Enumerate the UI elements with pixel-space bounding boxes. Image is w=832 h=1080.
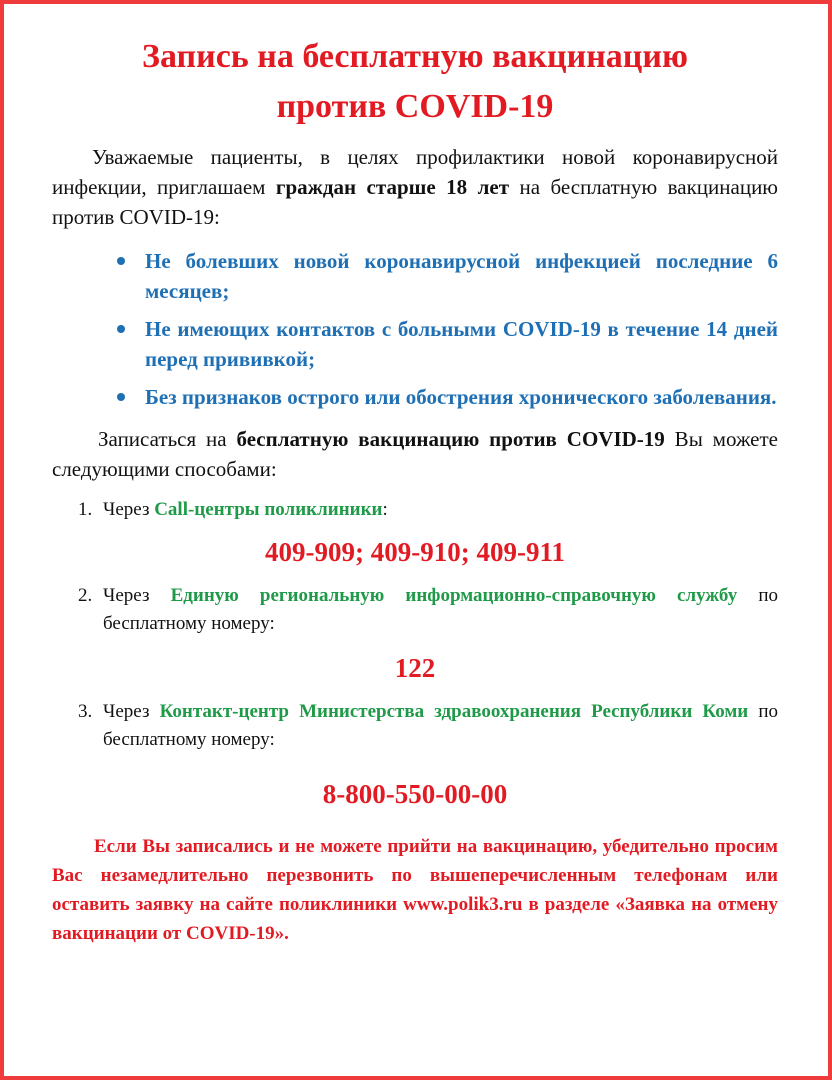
method-number: 2.	[78, 585, 93, 606]
criterion-no-contacts: Не имеющих контактов с больными COVID-19 в течение 14 дней перед прививкой;	[112, 314, 778, 374]
cancellation-notice: Если Вы записались и не можете прийти на вакцинацию, убедительно просим Вас незамедлительно перезвонить по вышеперечисленным телефонам или оставить заявку на сайте поликлиники www.polik3.ru в разделе «Заявка на отмену вакцинации от COVID-19».	[52, 836, 778, 944]
method-suffix: :	[382, 499, 388, 520]
signup-free-vaccination: бесплатную вакцинацию против COVID-19	[236, 427, 665, 451]
page-title-line-1: Запись на бесплатную вакцинацию	[142, 38, 688, 75]
phone-ministry-contact-center: 8-800-550-00-00	[322, 779, 508, 809]
method-info-service-name: Единую региональную информационно-справочную службу	[170, 585, 738, 606]
phone-info-service: 122	[394, 653, 436, 683]
method-info-service	[52, 582, 778, 638]
signup-text-start: Записаться на	[98, 427, 237, 451]
method-suffix: по бесплатному номеру:	[103, 585, 778, 634]
method-prefix: Через	[103, 701, 160, 722]
intro-text-end: на бесплатную вакцинацию против COVID-19:	[52, 175, 778, 229]
criterion-no-acute-illness: Без признаков острого или обострения хронического заболевания.	[112, 382, 778, 412]
page-title	[52, 32, 778, 132]
method-number: 1.	[78, 499, 93, 520]
method-suffix: по бесплатному номеру:	[103, 701, 779, 750]
criterion-no-recent-infection: Не болевших новой коронавирусной инфекцией последние 6 месяцев;	[112, 246, 778, 306]
method-prefix: Через	[103, 585, 171, 606]
phone-call-center: 409-909; 409-910; 409-911	[265, 537, 565, 567]
intro-age-requirement: граждан старше 18 лет	[275, 175, 510, 199]
method-prefix: Через	[103, 499, 155, 520]
signup-text-end: Вы можете следующими способами:	[52, 427, 778, 481]
eligibility-criteria-list	[52, 246, 778, 412]
method-ministry-contact-center-name: Контакт-центр Министерства здравоохранения Республики Коми	[159, 701, 749, 722]
notice-content	[52, 32, 778, 948]
method-ministry-contact-center	[52, 698, 778, 754]
intro-paragraph	[52, 142, 778, 232]
intro-text-start: Уважаемые пациенты, в целях профилактики новой коронавирусной инфекции, приглашаем	[52, 145, 778, 199]
signup-paragraph	[52, 424, 778, 484]
method-call-center-name: Call-центры поликлиники	[154, 499, 383, 520]
page-title-line-2: против COVID-19	[276, 88, 554, 125]
method-call-center	[52, 496, 778, 524]
method-number: 3.	[78, 701, 93, 722]
